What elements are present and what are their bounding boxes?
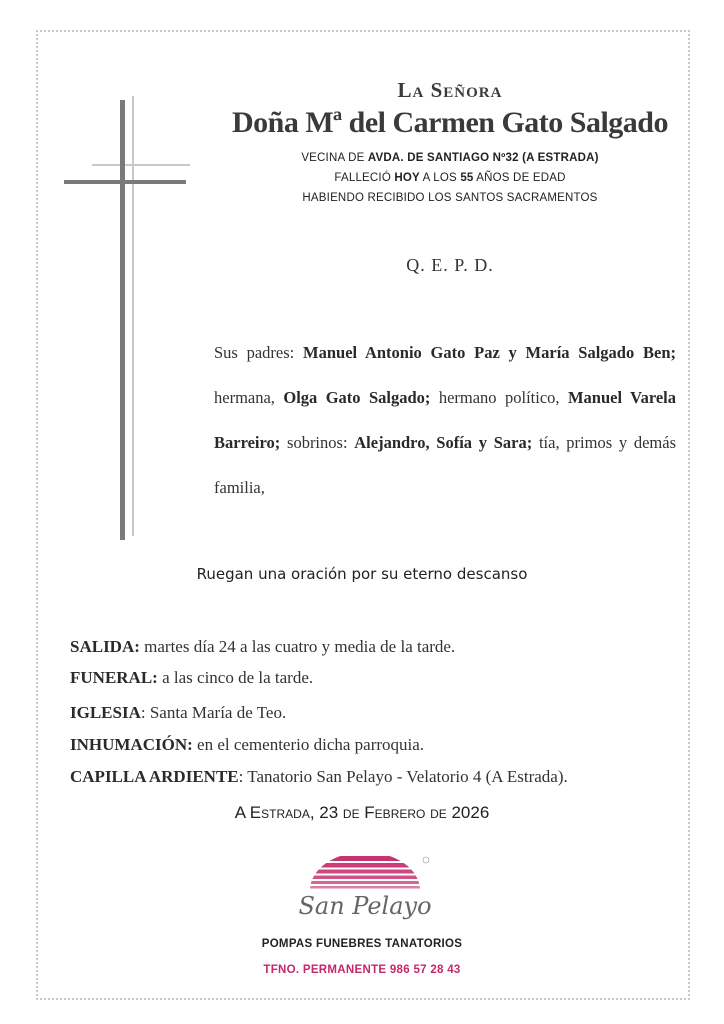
detail-salida: SALIDA: martes día 24 a las cuatro y media de la tarde. xyxy=(70,637,456,656)
death-line: FALLECIÓ HOY A LOS 55 AÑOS DE EDAD xyxy=(334,172,566,184)
detail-capilla: CAPILLA ARDIENTE: Tanatorio San Pelayo - Velatorio 4 (A Estrada). xyxy=(70,767,568,786)
title-prefix: La Señora xyxy=(397,78,503,102)
qepd: Q. E. P. D. xyxy=(406,255,494,275)
prayer-text: Ruegan una oración por su eterno descanso xyxy=(196,565,528,583)
san-pelayo-logo xyxy=(290,852,440,927)
dateline: A Estrada, 23 de Febrero de 2026 xyxy=(234,803,490,822)
svg-text:San Pelayo: San Pelayo xyxy=(298,892,432,920)
company-name: POMPAS FUNEBRES TANATORIOS xyxy=(261,938,463,950)
sacraments-line: HABIENDO RECIBIDO LOS SANTOS SACRAMENTOS xyxy=(302,192,598,204)
detail-iglesia: IGLESIA: Santa María de Teo. xyxy=(70,703,287,722)
phone-number: TFNO. PERMANENTE 986 57 28 43 xyxy=(263,964,461,976)
detail-inhumacion: INHUMACIÓN: en el cementerio dicha parroquia. xyxy=(70,735,425,754)
deceased-name: Doña Mª del Carmen Gato Salgado xyxy=(232,106,668,139)
residence-line: VECINA DE AVDA. DE SANTIAGO Nº32 (A ESTRADA) xyxy=(301,152,599,164)
detail-funeral: FUNERAL: a las cinco de la tarde. xyxy=(70,668,314,687)
family-paragraph: Sus padres: Manuel Antonio Gato Paz y María Salgado Ben; hermana, Olga Gato Salgado; hermano político, Manuel Varela Barreiro; sobrinos: Alejandro, Sofía y Sara; tía, primos y demás familia, xyxy=(214,343,676,497)
